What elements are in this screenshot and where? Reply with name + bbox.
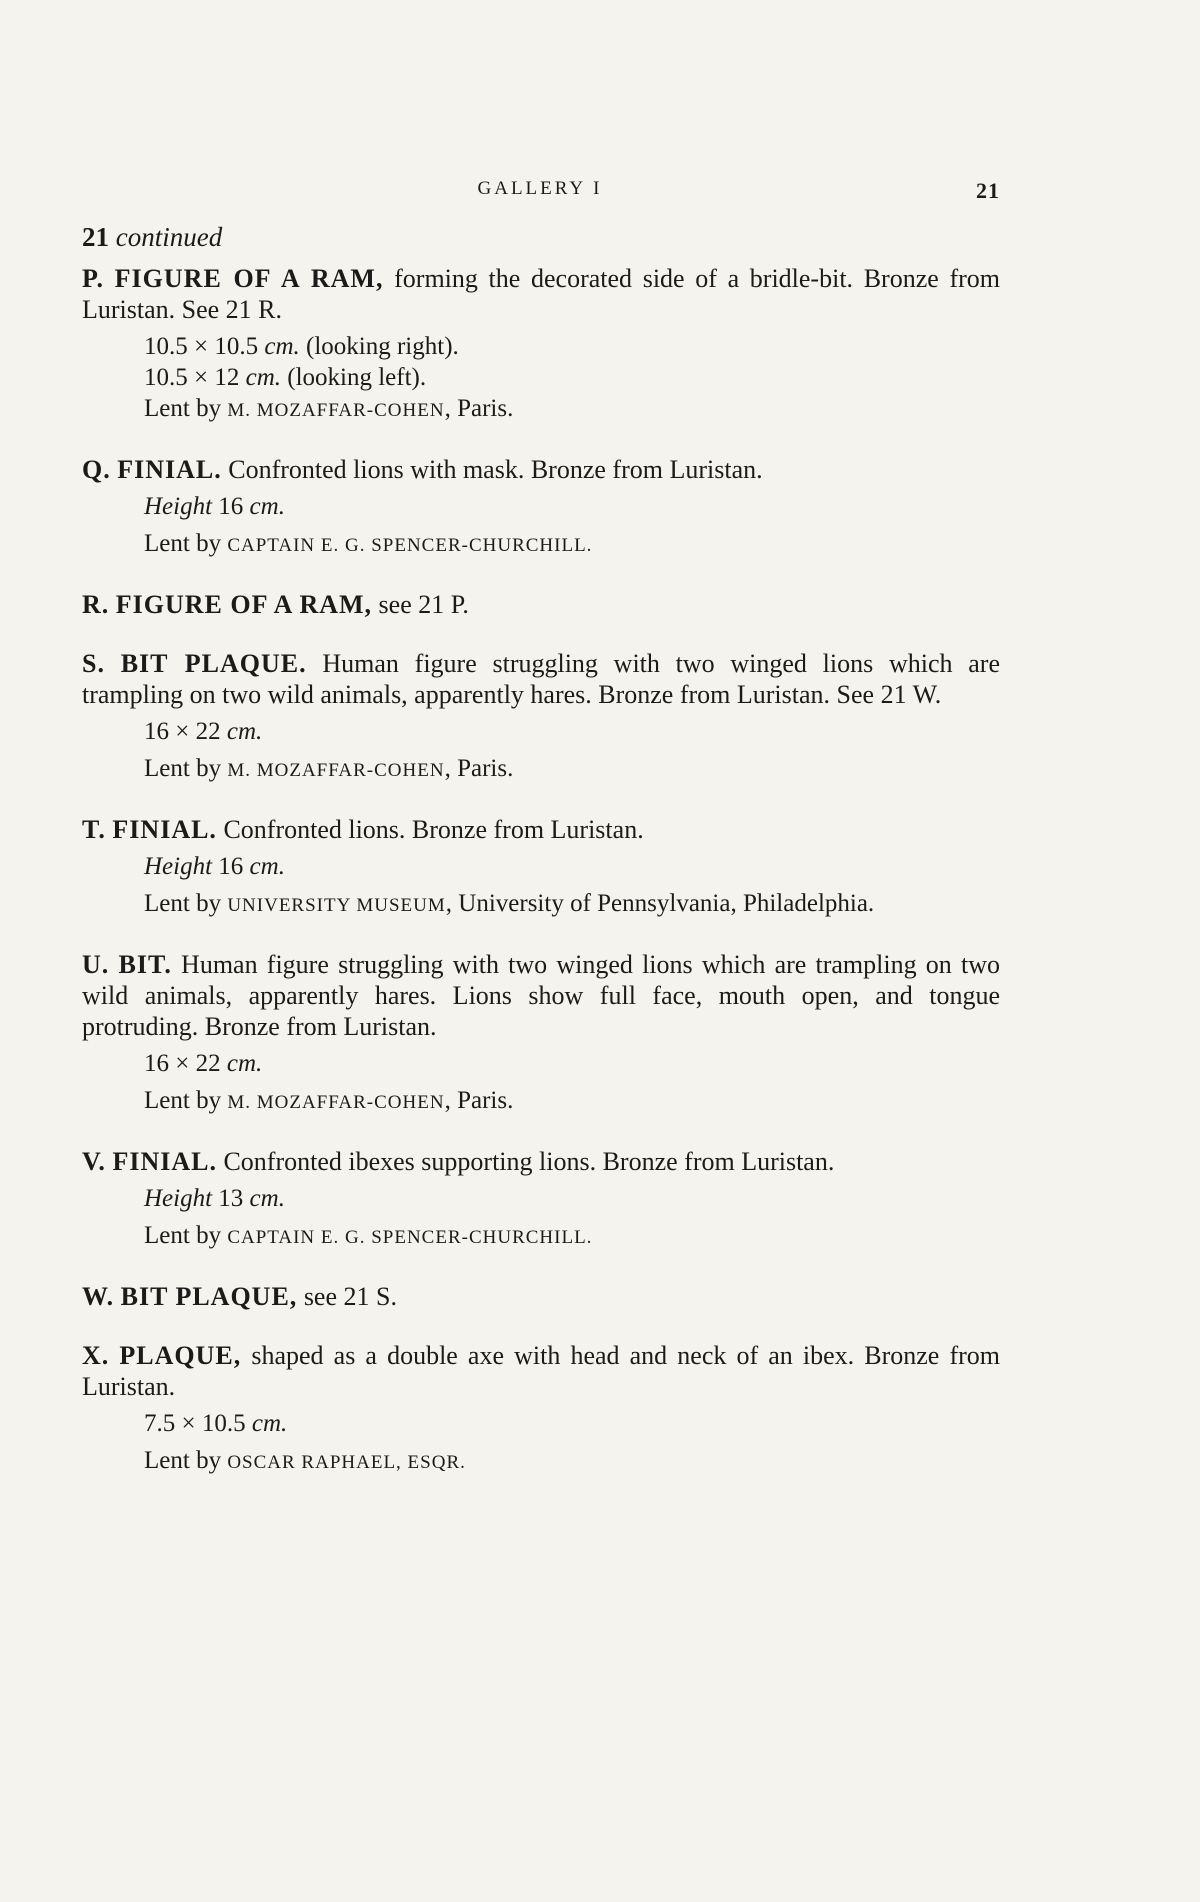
dim-value: 16 × 22 [144, 1050, 221, 1077]
dimensions [144, 362, 1000, 393]
entry-letter: V. [82, 1147, 106, 1176]
page-header [80, 178, 1000, 208]
entry-x [82, 1340, 1000, 1478]
dim-note: (looking right). [299, 333, 459, 360]
height [144, 1183, 1000, 1214]
lender-name: M. MOZAFFAR-COHEN [227, 760, 445, 781]
lender-rest: , Paris. [444, 1087, 514, 1114]
entry-p [82, 263, 1000, 426]
entry-heading [82, 1281, 1000, 1312]
continued-line [82, 222, 1000, 253]
entry-letter: S. [82, 649, 105, 678]
height-label: Height [144, 493, 213, 520]
entry-heading [82, 1340, 1000, 1402]
dim-unit: cm. [245, 364, 282, 391]
entry-description: Human figure struggling with two winged lions which are trampling on two wild animals, apparently hares. Bronze from Luristan. See 21 W. [82, 649, 1000, 709]
height-value: 13 [212, 1185, 250, 1212]
height-unit: cm. [249, 493, 285, 520]
entry-title: FINIAL. [112, 1147, 217, 1176]
continued-number: 21 [82, 222, 109, 252]
lender-name: M. MOZAFFAR-COHEN [227, 1092, 445, 1113]
entry-q [82, 454, 1000, 561]
lent-prefix: Lent by [144, 755, 228, 782]
lender-rest: , University of Pennsylvania, Philadelphia. [445, 890, 875, 917]
entry-heading [82, 814, 1000, 845]
height-value: 16 [212, 853, 250, 880]
dimensions [144, 1048, 1000, 1079]
entry-description: Confronted ibexes supporting lions. Bronze from Luristan. [216, 1147, 835, 1176]
entry-description: Human figure struggling with two winged lions which are trampling on two wild animals, apparently hares. Lions show full face, mouth open, and tongue protruding. Bronze from Luristan. [82, 950, 1000, 1041]
entry-description: see 21 P. [372, 590, 469, 619]
entry-u [82, 949, 1000, 1118]
lent-prefix: Lent by [144, 1222, 228, 1249]
entry-letter: X. [82, 1341, 110, 1370]
entry-v [82, 1146, 1000, 1253]
entry-title: PLAQUE, [119, 1341, 242, 1370]
height-value: 16 [212, 493, 250, 520]
running-title: GALLERY I [477, 178, 603, 199]
lender-line [144, 888, 1000, 921]
entry-letter: P. [82, 264, 104, 293]
lender-name: M. MOZAFFAR-COHEN [227, 400, 445, 421]
dim-value: 10.5 × 10.5 [144, 333, 259, 360]
dim-unit: cm. [226, 1050, 263, 1077]
lender-name: CAPTAIN E. G. SPENCER-CHURCHILL. [227, 535, 593, 556]
entry-heading [82, 648, 1000, 710]
lender-name: CAPTAIN E. G. SPENCER-CHURCHILL. [227, 1227, 593, 1248]
entry-heading [82, 589, 1000, 620]
lender-name: OSCAR RAPHAEL, ESQR. [227, 1452, 466, 1473]
lender-line [144, 1445, 1000, 1478]
entry-title: BIT PLAQUE, [120, 1282, 298, 1311]
entry-r [82, 589, 1000, 620]
entry-letter: Q. [82, 455, 111, 484]
entry-letter: W. [82, 1282, 115, 1311]
entry-t [82, 814, 1000, 921]
dimensions [144, 331, 1000, 362]
lender-line [144, 753, 1000, 786]
entry-description: Confronted lions. Bronze from Luristan. [216, 815, 644, 844]
entry-letter: T. [82, 815, 106, 844]
entry-heading [82, 454, 1000, 485]
height-label: Height [144, 853, 213, 880]
lent-prefix: Lent by [144, 1447, 228, 1474]
dim-unit: cm. [226, 718, 263, 745]
entry-letter: U. [82, 950, 110, 979]
dim-unit: cm. [251, 1410, 288, 1437]
lender-line [144, 393, 1000, 426]
lender-line [144, 1085, 1000, 1118]
entry-description: Confronted lions with mask. Bronze from Luristan. [221, 455, 763, 484]
entry-letter: R. [82, 590, 110, 619]
height-unit: cm. [249, 1185, 285, 1212]
lent-prefix: Lent by [144, 395, 228, 422]
entry-description: see 21 S. [297, 1282, 397, 1311]
entry-title: FIGURE OF A RAM, [115, 590, 373, 619]
entry-heading [82, 1146, 1000, 1177]
page-number: 21 [976, 178, 1000, 203]
lender-name: UNIVERSITY MUSEUM [227, 895, 446, 916]
entry-heading [82, 949, 1000, 1042]
entry-s [82, 648, 1000, 786]
dimensions [144, 716, 1000, 747]
lender-rest: , Paris. [444, 755, 514, 782]
lender-line [144, 528, 1000, 561]
height-unit: cm. [249, 853, 285, 880]
entry-w [82, 1281, 1000, 1312]
entry-description: forming the decorated side of a bridle-bit. Bronze from Luristan. See 21 R. [82, 264, 1000, 324]
height [144, 851, 1000, 882]
dim-note: (looking left). [281, 364, 427, 391]
dimensions [144, 1408, 1000, 1439]
dim-value: 10.5 × 12 [144, 364, 240, 391]
lender-line [144, 1220, 1000, 1253]
entry-title: BIT. [118, 950, 172, 979]
lent-prefix: Lent by [144, 530, 228, 557]
entry-title: BIT PLAQUE. [120, 649, 307, 678]
entry-title: FINIAL. [117, 455, 222, 484]
lent-prefix: Lent by [144, 890, 228, 917]
dim-unit: cm. [264, 333, 300, 360]
entry-heading [82, 263, 1000, 325]
entry-description: shaped as a double axe with head and neck of an ibex. Bronze from Luristan. [82, 1341, 1000, 1401]
entry-title: FIGURE OF A RAM, [114, 264, 384, 293]
continued-word: continued [115, 222, 223, 252]
dim-value: 7.5 × 10.5 [144, 1410, 246, 1437]
lender-rest: , Paris. [444, 395, 514, 422]
lent-prefix: Lent by [144, 1087, 228, 1114]
height [144, 491, 1000, 522]
catalogue-entries [82, 222, 1000, 1506]
dim-value: 16 × 22 [144, 718, 221, 745]
height-label: Height [144, 1185, 213, 1212]
entry-title: FINIAL. [112, 815, 217, 844]
